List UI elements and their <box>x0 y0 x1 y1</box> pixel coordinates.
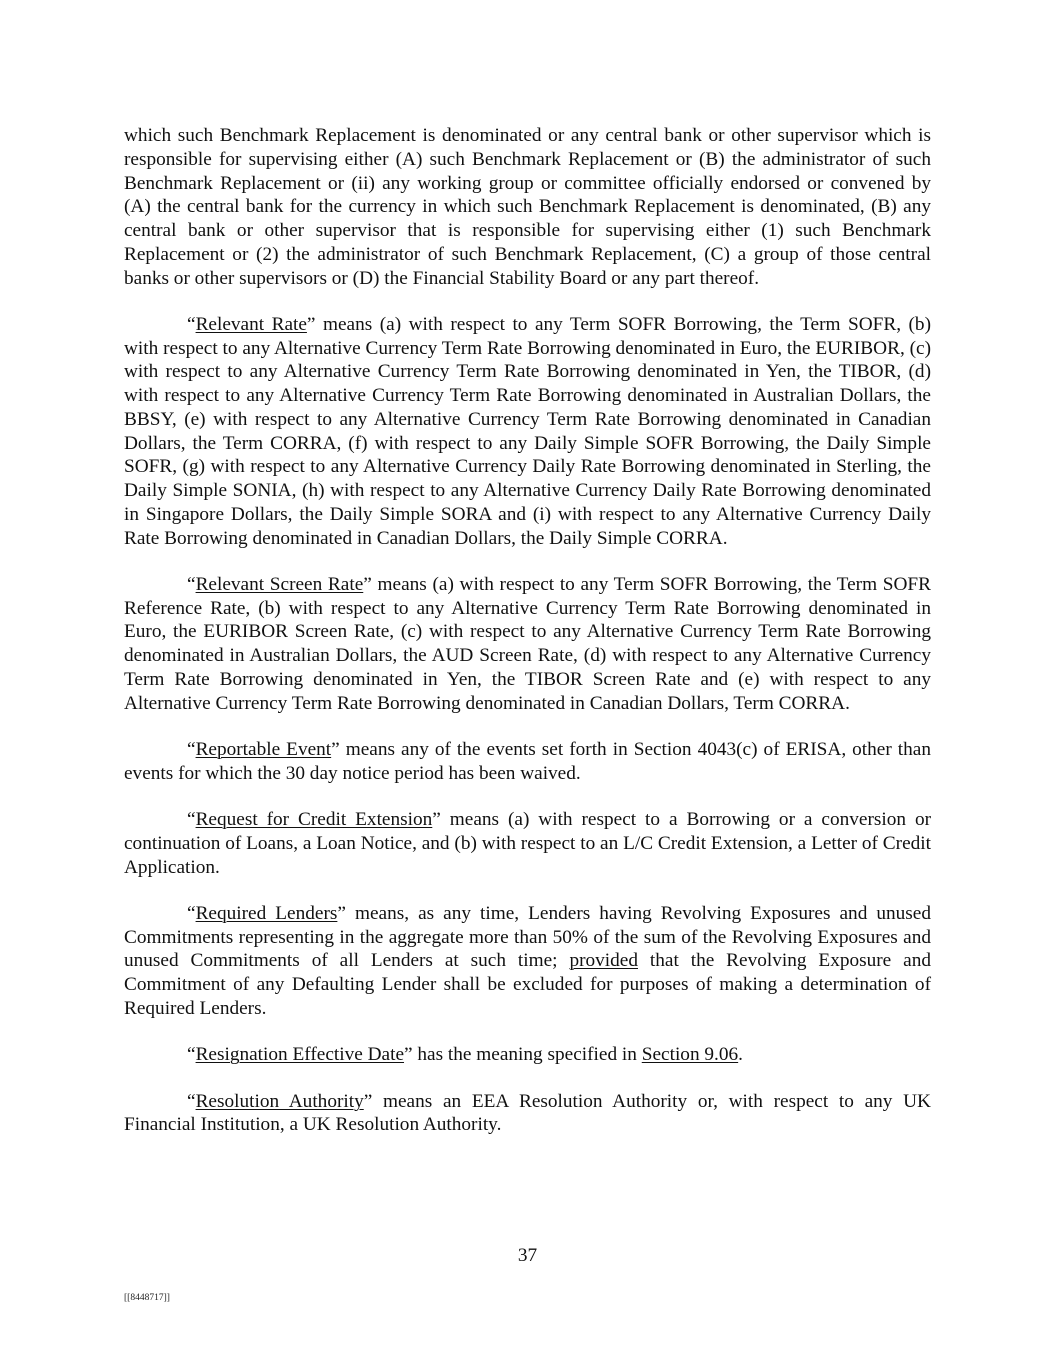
open-quote: “ <box>187 1090 196 1112</box>
close-quote: ” <box>331 739 340 761</box>
definition-relevant-screen-rate <box>124 573 931 716</box>
definition-body: means an EEA Resolution Authority or, with respect to any UK Financial Institution, a UK Resolution Authority. <box>124 1090 931 1136</box>
open-quote: “ <box>187 809 196 831</box>
defined-term: Relevant Screen Rate <box>195 573 364 595</box>
open-quote: “ <box>187 739 196 761</box>
document-page <box>124 124 931 1160</box>
close-quote: ” <box>363 573 372 595</box>
close-quote: ” <box>337 902 346 924</box>
definition-resignation-effective-date <box>124 1043 931 1067</box>
definition-body: means (a) with respect to any Term SOFR Borrowing, the Term SOFR, (b) with respect to any Alternative Currency Term Rate Borrowing denominated in Euro, the EURIBOR, (c) with respect to any Alternative Currency Term Rate Borrowing denominated in Yen, the TIBOR, (d) with respect to any Alternative Currency Term Rate Borrowing denominated in Australian Dollars, the BBSY, (e) with respect to any Alternative Currency Term Rate Borrowing denominated in Canadian Dollars, the Term CORRA, (f) with respect to any Daily Simple SOFR Borrowing, the Daily Simple SOFR, (g) with respect to any Alternative Currency Daily Rate Borrowing denominated in Sterling, the Daily Simple SONIA, (h) with respect to any Alternative Currency Daily Rate Borrowing denominated in Singapore Dollars, the Daily Simple SORA and (i) with respect to any Alternative Currency Daily Rate Borrowing denominated in Canadian Dollars, the Daily Simple CORRA. <box>124 313 931 549</box>
page-number: 37 <box>517 1245 538 1266</box>
open-quote: “ <box>187 313 196 335</box>
definition-body: means (a) with respect to a Borrowing or a conversion or continuation of Loans, a Loan Notice, and (b) with respect to an L/C Credit Extension, a Letter of Credit Application. <box>124 809 932 878</box>
close-quote: ” <box>306 313 316 335</box>
open-quote: “ <box>187 573 196 595</box>
open-quote: “ <box>187 902 196 924</box>
definition-required-lenders <box>124 902 931 1021</box>
provided-emphasis: provided <box>569 950 638 972</box>
definition-body: means any of the events set forth in Section 4043(c) of ERISA, other than events for which the 30 day notice period has been waived. <box>124 739 931 784</box>
definition-body: means, as any time, Lenders having Revolving Exposures and unused Commitments representing in the aggregate more than 50% of the sum of the Revolving Exposures and unused Commitments of all Lenders at such time; <box>124 902 931 972</box>
continuation-paragraph: which such Benchmark Replacement is denominated or any central bank or other supervisor which is responsible for supervising either (A) such Benchmark Replacement or (B) the administrator of such Benchmark Replacement or (ii) any working group or committee officially endorsed or convened by (A) the central bank for the currency in which such Benchmark Replacement is denominated, (B) any central bank or other supervisor that is responsible for supervising either (1) such Benchmark Replacement or (2) the administrator of such Benchmark Replacement, (C) a group of those central banks or other supervisors or (D) the Financial Stability Board or any part thereof. <box>124 125 931 289</box>
defined-term: Resolution Authority <box>195 1090 364 1112</box>
definition-relevant-rate <box>124 313 931 551</box>
defined-term: Reportable Event <box>195 739 332 761</box>
defined-term: Required Lenders <box>195 902 338 924</box>
definition-request-for-credit-extension <box>124 808 931 879</box>
open-quote: “ <box>187 1044 196 1066</box>
document-id: [[8448717]] <box>124 1293 170 1303</box>
definition-reportable-event <box>124 738 931 786</box>
close-quote: ” <box>432 809 441 831</box>
defined-term: Relevant Rate <box>195 313 307 335</box>
close-quote: ” <box>404 1044 413 1066</box>
definition-body: means (a) with respect to any Term SOFR Borrowing, the Term SOFR Reference Rate, (b) with respect to any Alternative Currency Term Rate Borrowing denominated in Euro, the EURIBOR Screen Rate, (c) with respect to any Alternative Currency Term Rate Borrowing denominated in Australian Dollars, the AUD Screen Rate, (d) with respect to any Alternative Currency Term Rate Borrowing denominated in Yen, the TIBOR Screen Rate and (e) with respect to any Alternative Currency Term Rate Borrowing denominated in Canadian Dollars, Term CORRA. <box>124 573 931 714</box>
definition-body: has the meaning specified in <box>412 1044 642 1066</box>
definition-body-after: that the Revolving Exposure and Commitment of any Defaulting Lender shall be excluded for purposes of making a determination of Required Lenders. <box>124 950 931 1019</box>
definition-resolution-authority <box>124 1090 931 1138</box>
section-reference-link[interactable]: Section 9.06 <box>641 1044 739 1066</box>
defined-term: Request for Credit Extension <box>195 809 433 831</box>
defined-term: Resignation Effective Date <box>195 1044 405 1066</box>
definition-body-after: . <box>738 1044 743 1066</box>
close-quote: ” <box>363 1090 373 1112</box>
